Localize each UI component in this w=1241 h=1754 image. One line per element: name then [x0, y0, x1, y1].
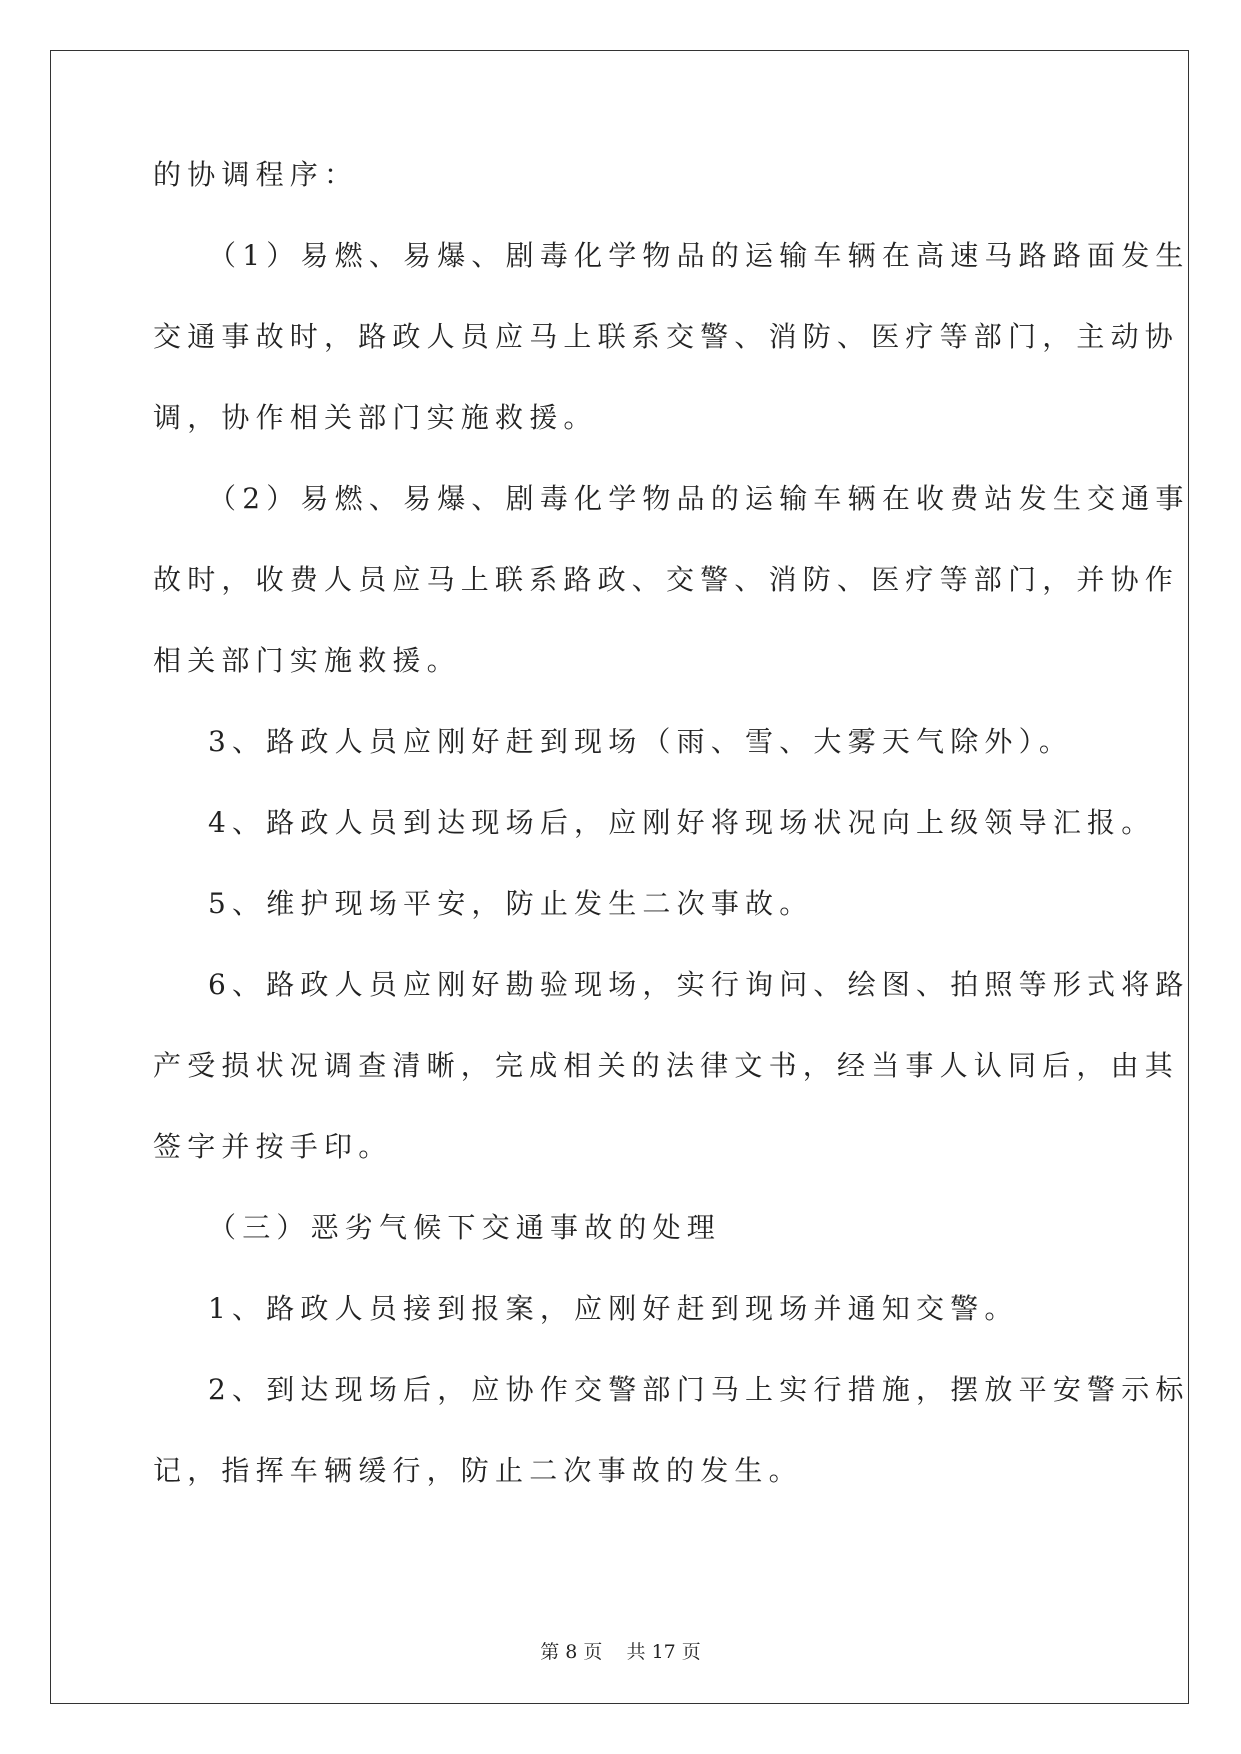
text-line: 3、路政人员应刚好赶到现场（雨、雪、大雾天气除外）。: [208, 725, 1074, 758]
text-line: 签字并按手印。: [153, 1130, 393, 1163]
text-line: （1）易燃、易爆、剧毒化学物品的运输车辆在高速马路路面发生: [208, 239, 1190, 272]
text-line: 调，协作相关部门实施救援。: [153, 401, 598, 434]
text-line: 相关部门实施救援。: [153, 644, 461, 677]
text-line: 4、路政人员到达现场后，应刚好将现场状况向上级领导汇报。: [208, 806, 1156, 839]
text-line: 记，指挥车辆缓行，防止二次事故的发生。: [153, 1454, 803, 1487]
text-line: 交通事故时，路政人员应马上联系交警、消防、医疗等部门，主动协: [153, 320, 1180, 353]
text-line: 产受损状况调查清晰，完成相关的法律文书，经当事人认同后，由其: [153, 1049, 1180, 1082]
page-number-footer: 第 8 页 共 17 页: [540, 1641, 701, 1663]
text-line: 2、到达现场后，应协作交警部门马上实行措施，摆放平安警示标: [208, 1373, 1190, 1406]
text-line: 6、路政人员应刚好勘验现场，实行询问、绘图、拍照等形式将路: [208, 968, 1190, 1001]
text-line: 的协调程序：: [153, 158, 359, 191]
document-body: [153, 158, 1190, 1537]
text-line: （三）恶劣气候下交通事故的处理: [208, 1211, 722, 1244]
text-line: （2）易燃、易爆、剧毒化学物品的运输车辆在收费站发生交通事: [208, 482, 1190, 515]
text-line: 故时，收费人员应马上联系路政、交警、消防、医疗等部门，并协作: [153, 563, 1180, 596]
text-line: 1、路政人员接到报案，应刚好赶到现场并通知交警。: [208, 1292, 1019, 1325]
text-line: 5、维护现场平安，防止发生二次事故。: [208, 887, 814, 920]
